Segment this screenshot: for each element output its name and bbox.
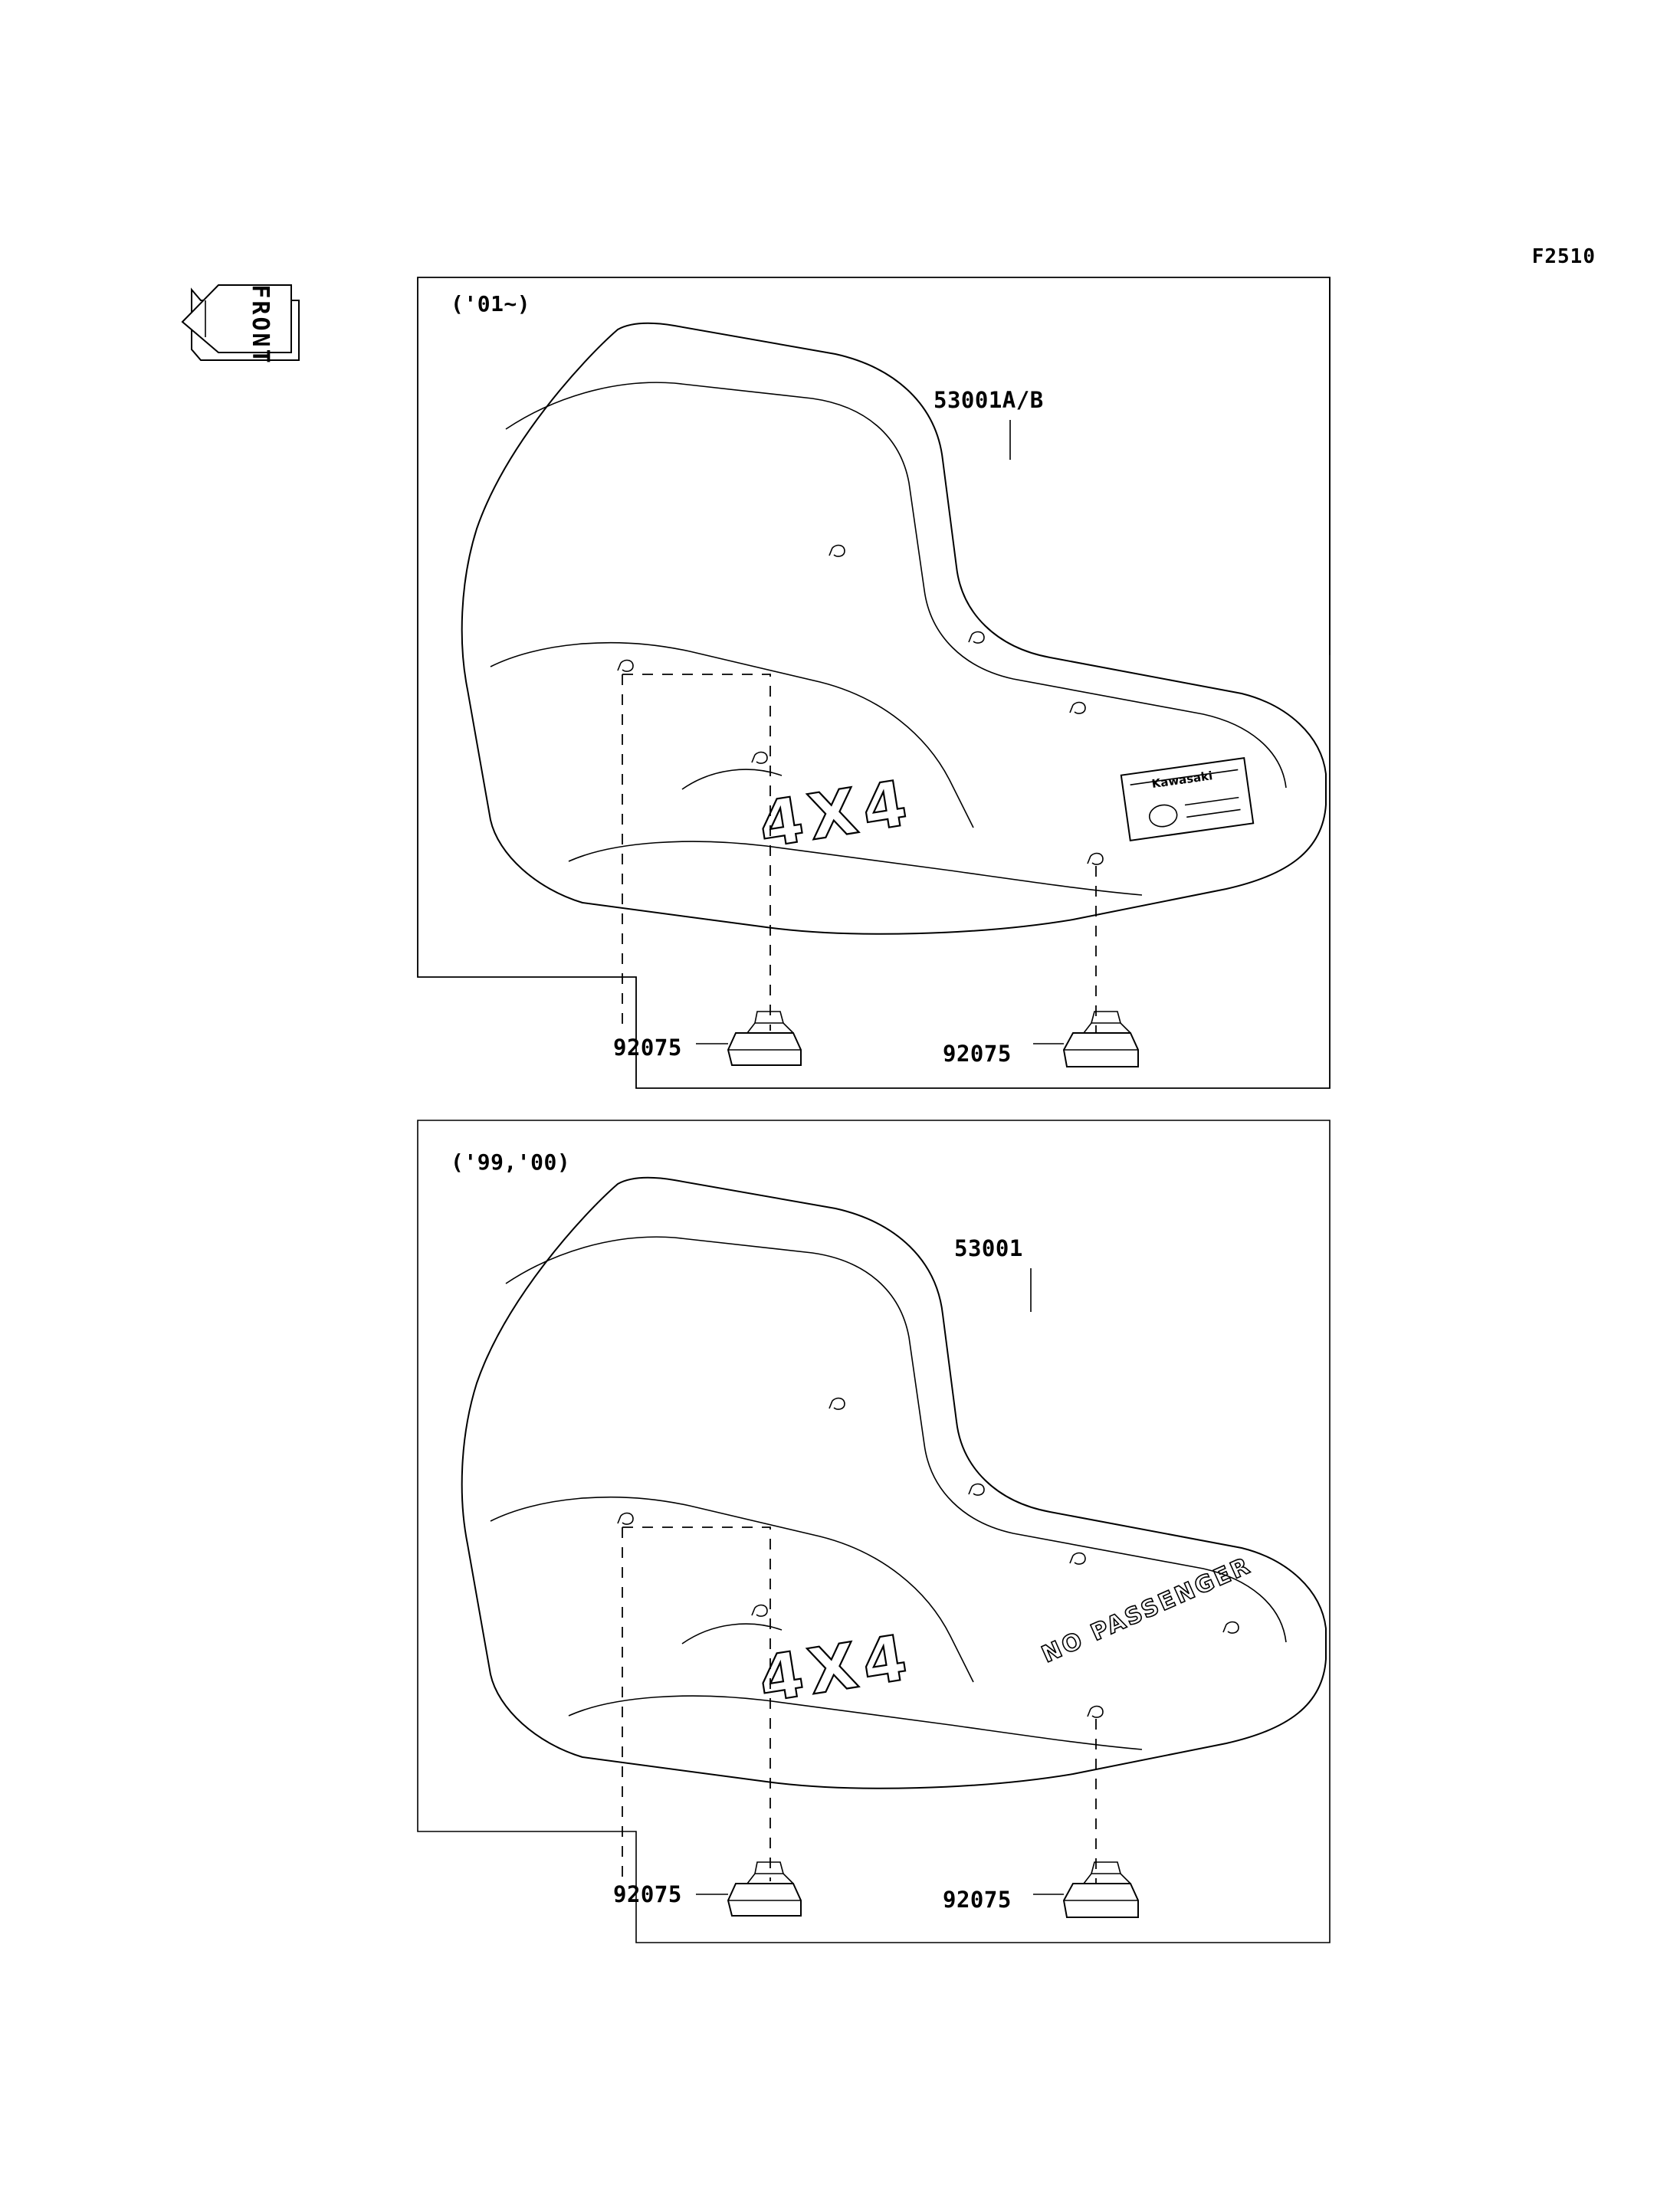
part-number-92075-group2-right[interactable]: 92075 xyxy=(943,1887,1012,1913)
damper-right-group2 xyxy=(1033,1719,1138,1917)
seat-1999-2000 xyxy=(462,1178,1326,1789)
part-number-92075-group2-left[interactable]: 92075 xyxy=(613,1881,682,1907)
part-number-53001ab[interactable]: 53001A/B xyxy=(934,387,1044,413)
damper-right-group1 xyxy=(1033,866,1138,1067)
group-1-boundary xyxy=(418,277,1330,1088)
kawasaki-decal xyxy=(1121,758,1253,841)
part-number-53001[interactable]: 53001 xyxy=(954,1235,1023,1261)
svg-text:Kawasaki: Kawasaki xyxy=(1150,769,1214,792)
part-number-92075-group1-left[interactable]: 92075 xyxy=(613,1035,682,1061)
sheet-code: F2510 xyxy=(1531,245,1596,268)
svg-text:NO PASSENGER: NO PASSENGER xyxy=(1038,1552,1256,1669)
damper-left-group1 xyxy=(622,674,801,1065)
seat-2001-onward xyxy=(462,323,1326,934)
group-2-title: ('99,'00) xyxy=(451,1149,571,1175)
svg-text:4X4: 4X4 xyxy=(753,766,918,863)
group-1-title: ('01~) xyxy=(451,291,531,316)
decal-no-passenger xyxy=(1038,1552,1255,1668)
damper-left-group2 xyxy=(622,1527,801,1916)
decal-4x4-group2 xyxy=(754,1621,918,1717)
svg-text:4X4: 4X4 xyxy=(753,1621,918,1717)
group-2-frame xyxy=(418,1120,1330,1943)
svg-text:FRONT: FRONT xyxy=(247,284,274,366)
decal-4x4-group1 xyxy=(754,766,918,862)
group-1-frame xyxy=(418,277,1330,1088)
front-arrow-icon xyxy=(182,284,299,365)
part-number-92075-group1-right[interactable]: 92075 xyxy=(943,1041,1012,1067)
